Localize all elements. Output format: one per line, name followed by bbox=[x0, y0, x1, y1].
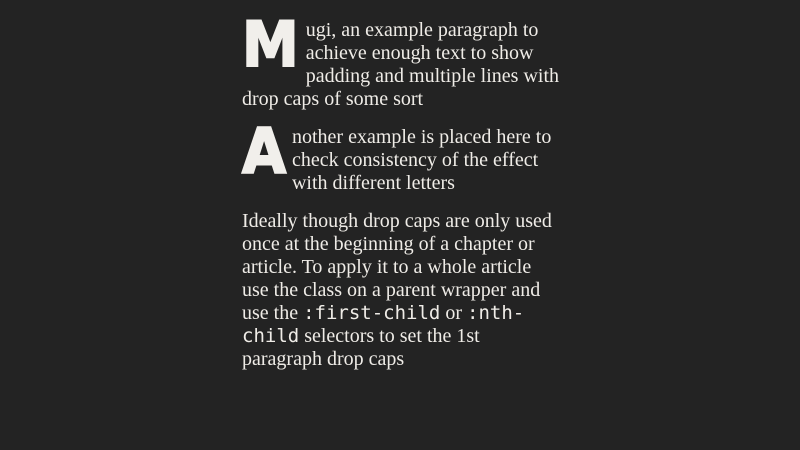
paragraph-2 bbox=[242, 115, 560, 195]
paragraph-3 bbox=[242, 210, 560, 371]
paragraph-3-text-before: Ideally though drop caps are only used once at the beginning of a chapter or article. To apply it to a whole article use the class on a parent wrapper and use the bbox=[242, 210, 552, 324]
code-first-child: :first-child bbox=[303, 302, 441, 324]
paragraph-2-text: nother example is placed here to check consistency of the effect with different letters bbox=[291, 126, 552, 194]
paragraph-3-text-after: selectors to set the 1st paragraph drop caps bbox=[242, 325, 480, 370]
paragraph-1 bbox=[242, 8, 560, 111]
drop-cap-m: M bbox=[242, 8, 297, 81]
drop-cap-a: A bbox=[242, 115, 285, 188]
paragraph-3-text-middle: or bbox=[440, 302, 468, 324]
code-nth-child: :nth-child bbox=[242, 302, 525, 347]
article bbox=[242, 8, 560, 386]
paragraph-1-text: ugi, an example paragraph to achieve enough text to show padding and multiple lines with drop caps of some sort bbox=[242, 19, 560, 110]
